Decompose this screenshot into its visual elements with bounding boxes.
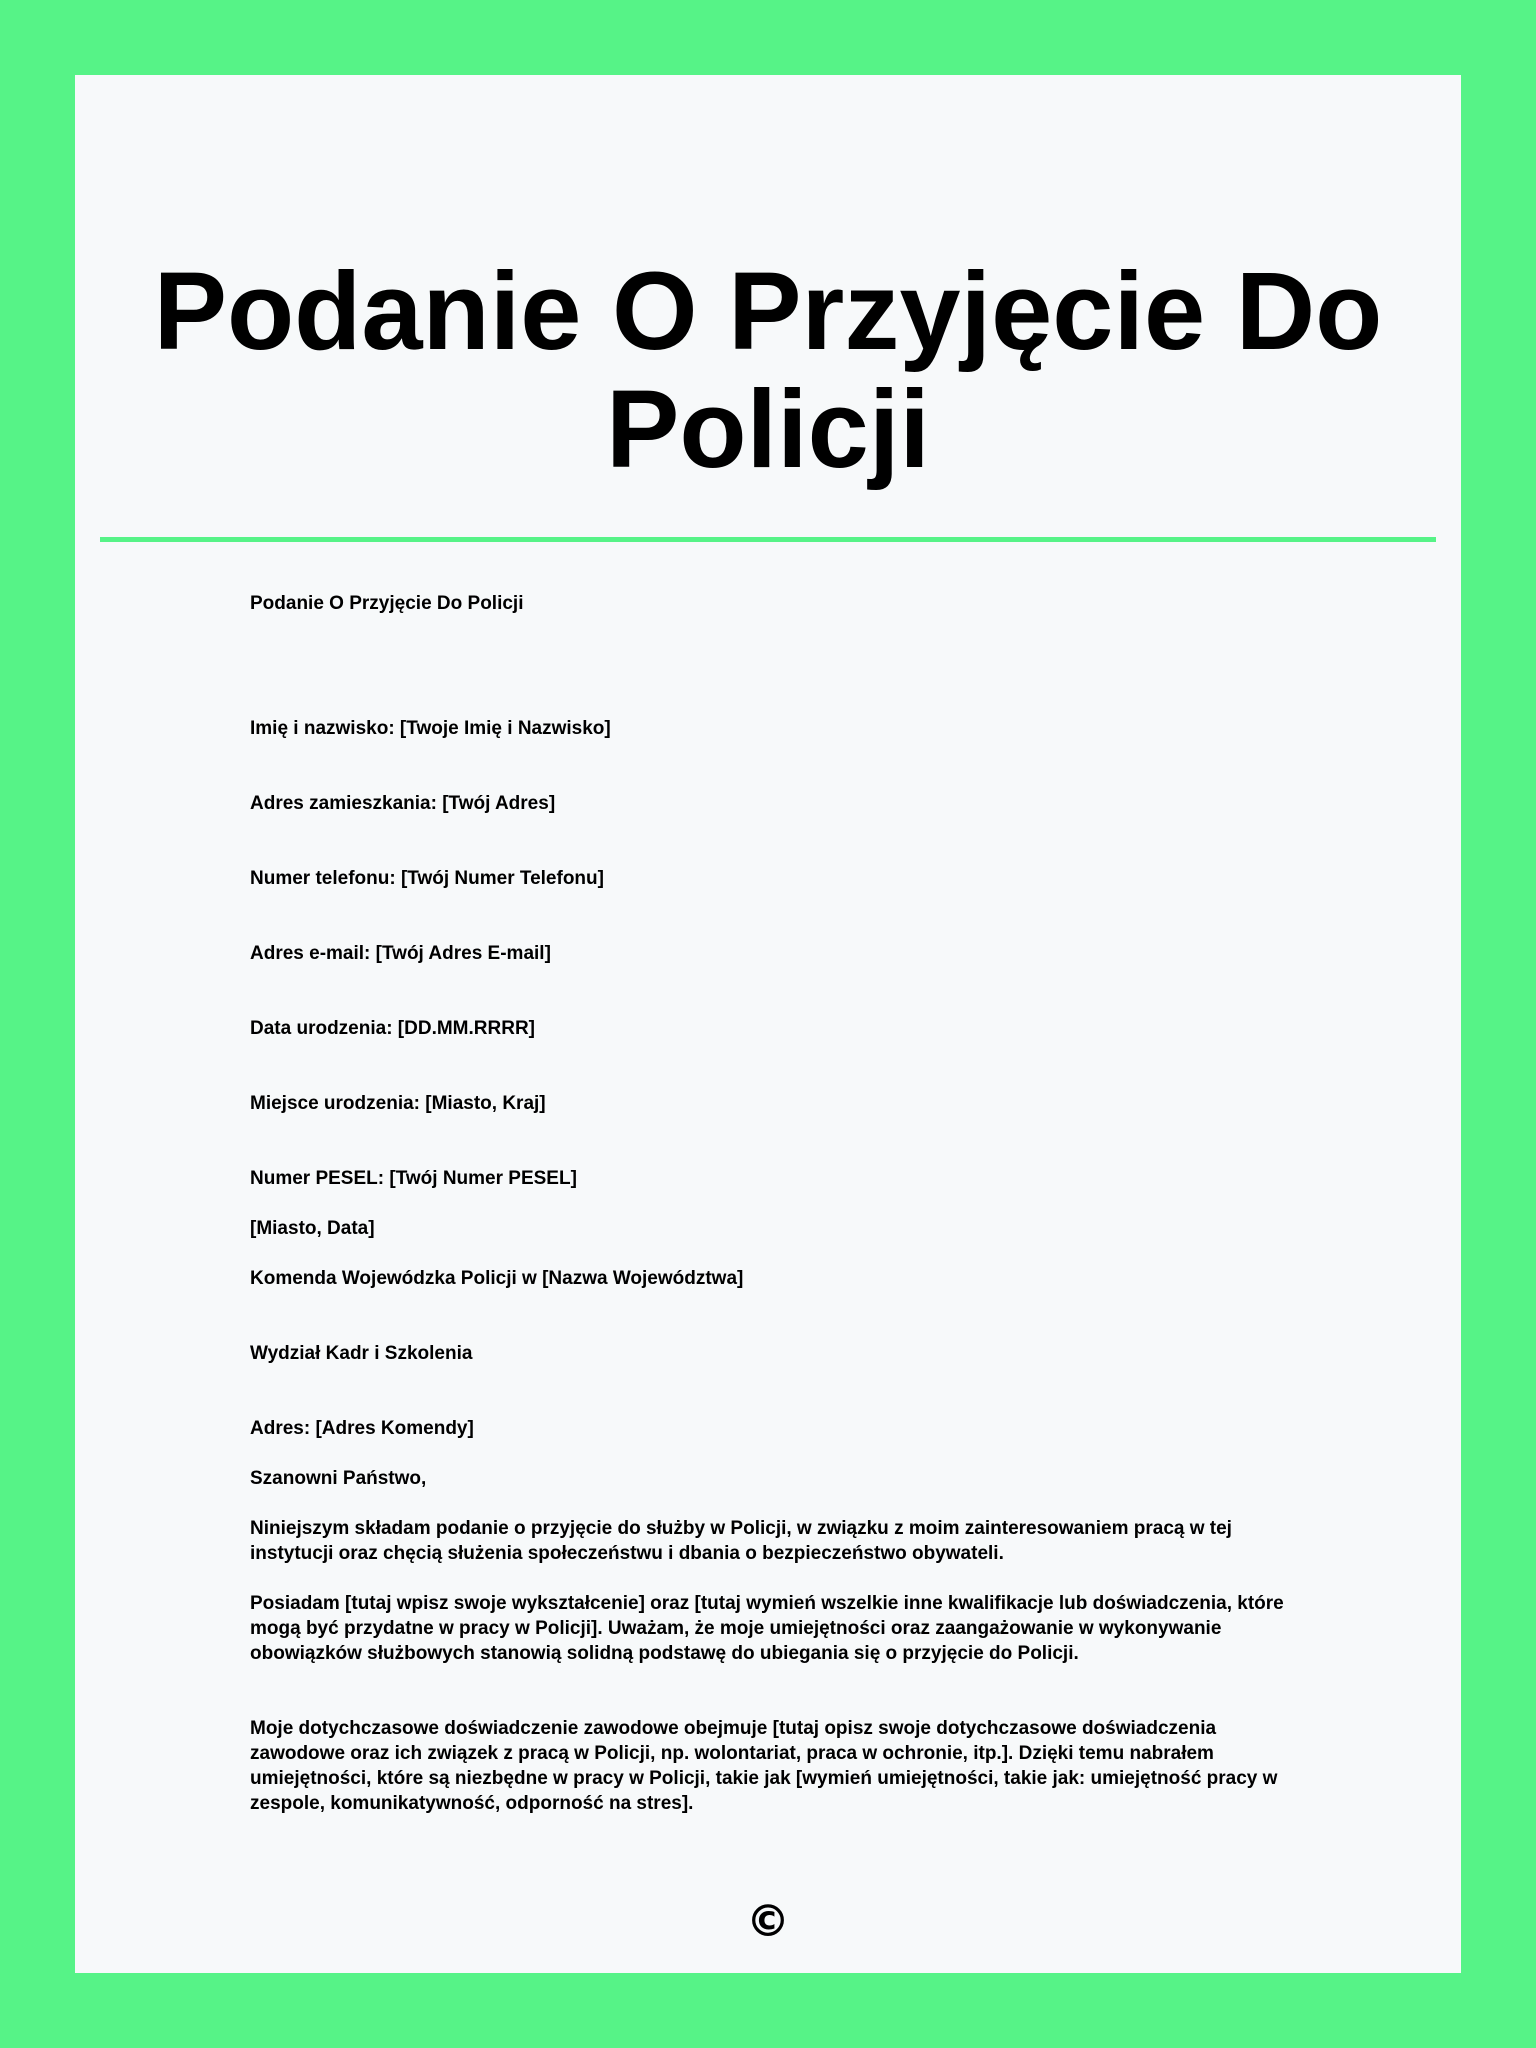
body-paragraph: Moje dotychczasowe doświadczenie zawodowe obejmuje [tutaj opisz swoje dotychczasowe doświadczenia zawodowe oraz ich związek z pracą w Policji, np. wolontariat, praca w ochronie, itp.]. Dzięki temu nabrałem umiejętności, które są niezbędne w pracy w Policji, takie jak [wymień umiejętności, takie jak: umiejętność pracy w zespole, komunikatywność, odporność na stres]. — [250, 1718, 1278, 1814]
field-birth-date: Data urodzenia: [DD.MM.RRRR] — [250, 1018, 535, 1039]
title-divider — [100, 537, 1436, 542]
recipient-department: Wydział Kadr i Szkolenia — [250, 1343, 473, 1364]
page-title: Podanie O Przyjęcie Do Policji — [153, 250, 1383, 491]
place-date: [Miasto, Data] — [250, 1218, 375, 1239]
body-paragraph: Posiadam [tutaj wpisz swoje wykształcenie] oraz [tutaj wymień wszelkie inne kwalifikacje lub doświadczenia, które mogą być przydatne w pracy w Policji]. Uważam, że moje umiejętności oraz zaangażowanie w wykonywanie obowiązków służbowych stanowią solidną podstawę do ubiegania się o przyjęcie do Policji. — [250, 1593, 1284, 1664]
field-name: Imię i nazwisko: [Twoje Imię i Nazwisko] — [250, 718, 611, 739]
document-subtitle: Podanie O Przyjęcie Do Policji — [250, 593, 524, 614]
field-phone: Numer telefonu: [Twój Numer Telefonu] — [250, 868, 604, 889]
recipient-office: Komenda Wojewódzka Policji w [Nazwa Województwa] — [250, 1268, 744, 1289]
recipient-address: Adres: [Adres Komendy] — [250, 1418, 474, 1439]
salutation: Szanowni Państwo, — [250, 1468, 427, 1489]
field-email: Adres e-mail: [Twój Adres E-mail] — [250, 943, 551, 964]
field-pesel: Numer PESEL: [Twój Numer PESEL] — [250, 1168, 577, 1189]
field-birth-place: Miejsce urodzenia: [Miasto, Kraj] — [250, 1093, 546, 1114]
copyright-icon: © — [746, 1896, 790, 1947]
body-paragraph: Niniejszym składam podanie o przyjęcie do służby w Policji, w związku z moim zainteresowaniem pracą w tej instytucji oraz chęcią służenia społeczeństwu i dbania o bezpieczeństwo obywateli. — [250, 1518, 1232, 1564]
document-page — [75, 75, 1461, 1973]
field-address: Adres zamieszkania: [Twój Adres] — [250, 793, 556, 814]
